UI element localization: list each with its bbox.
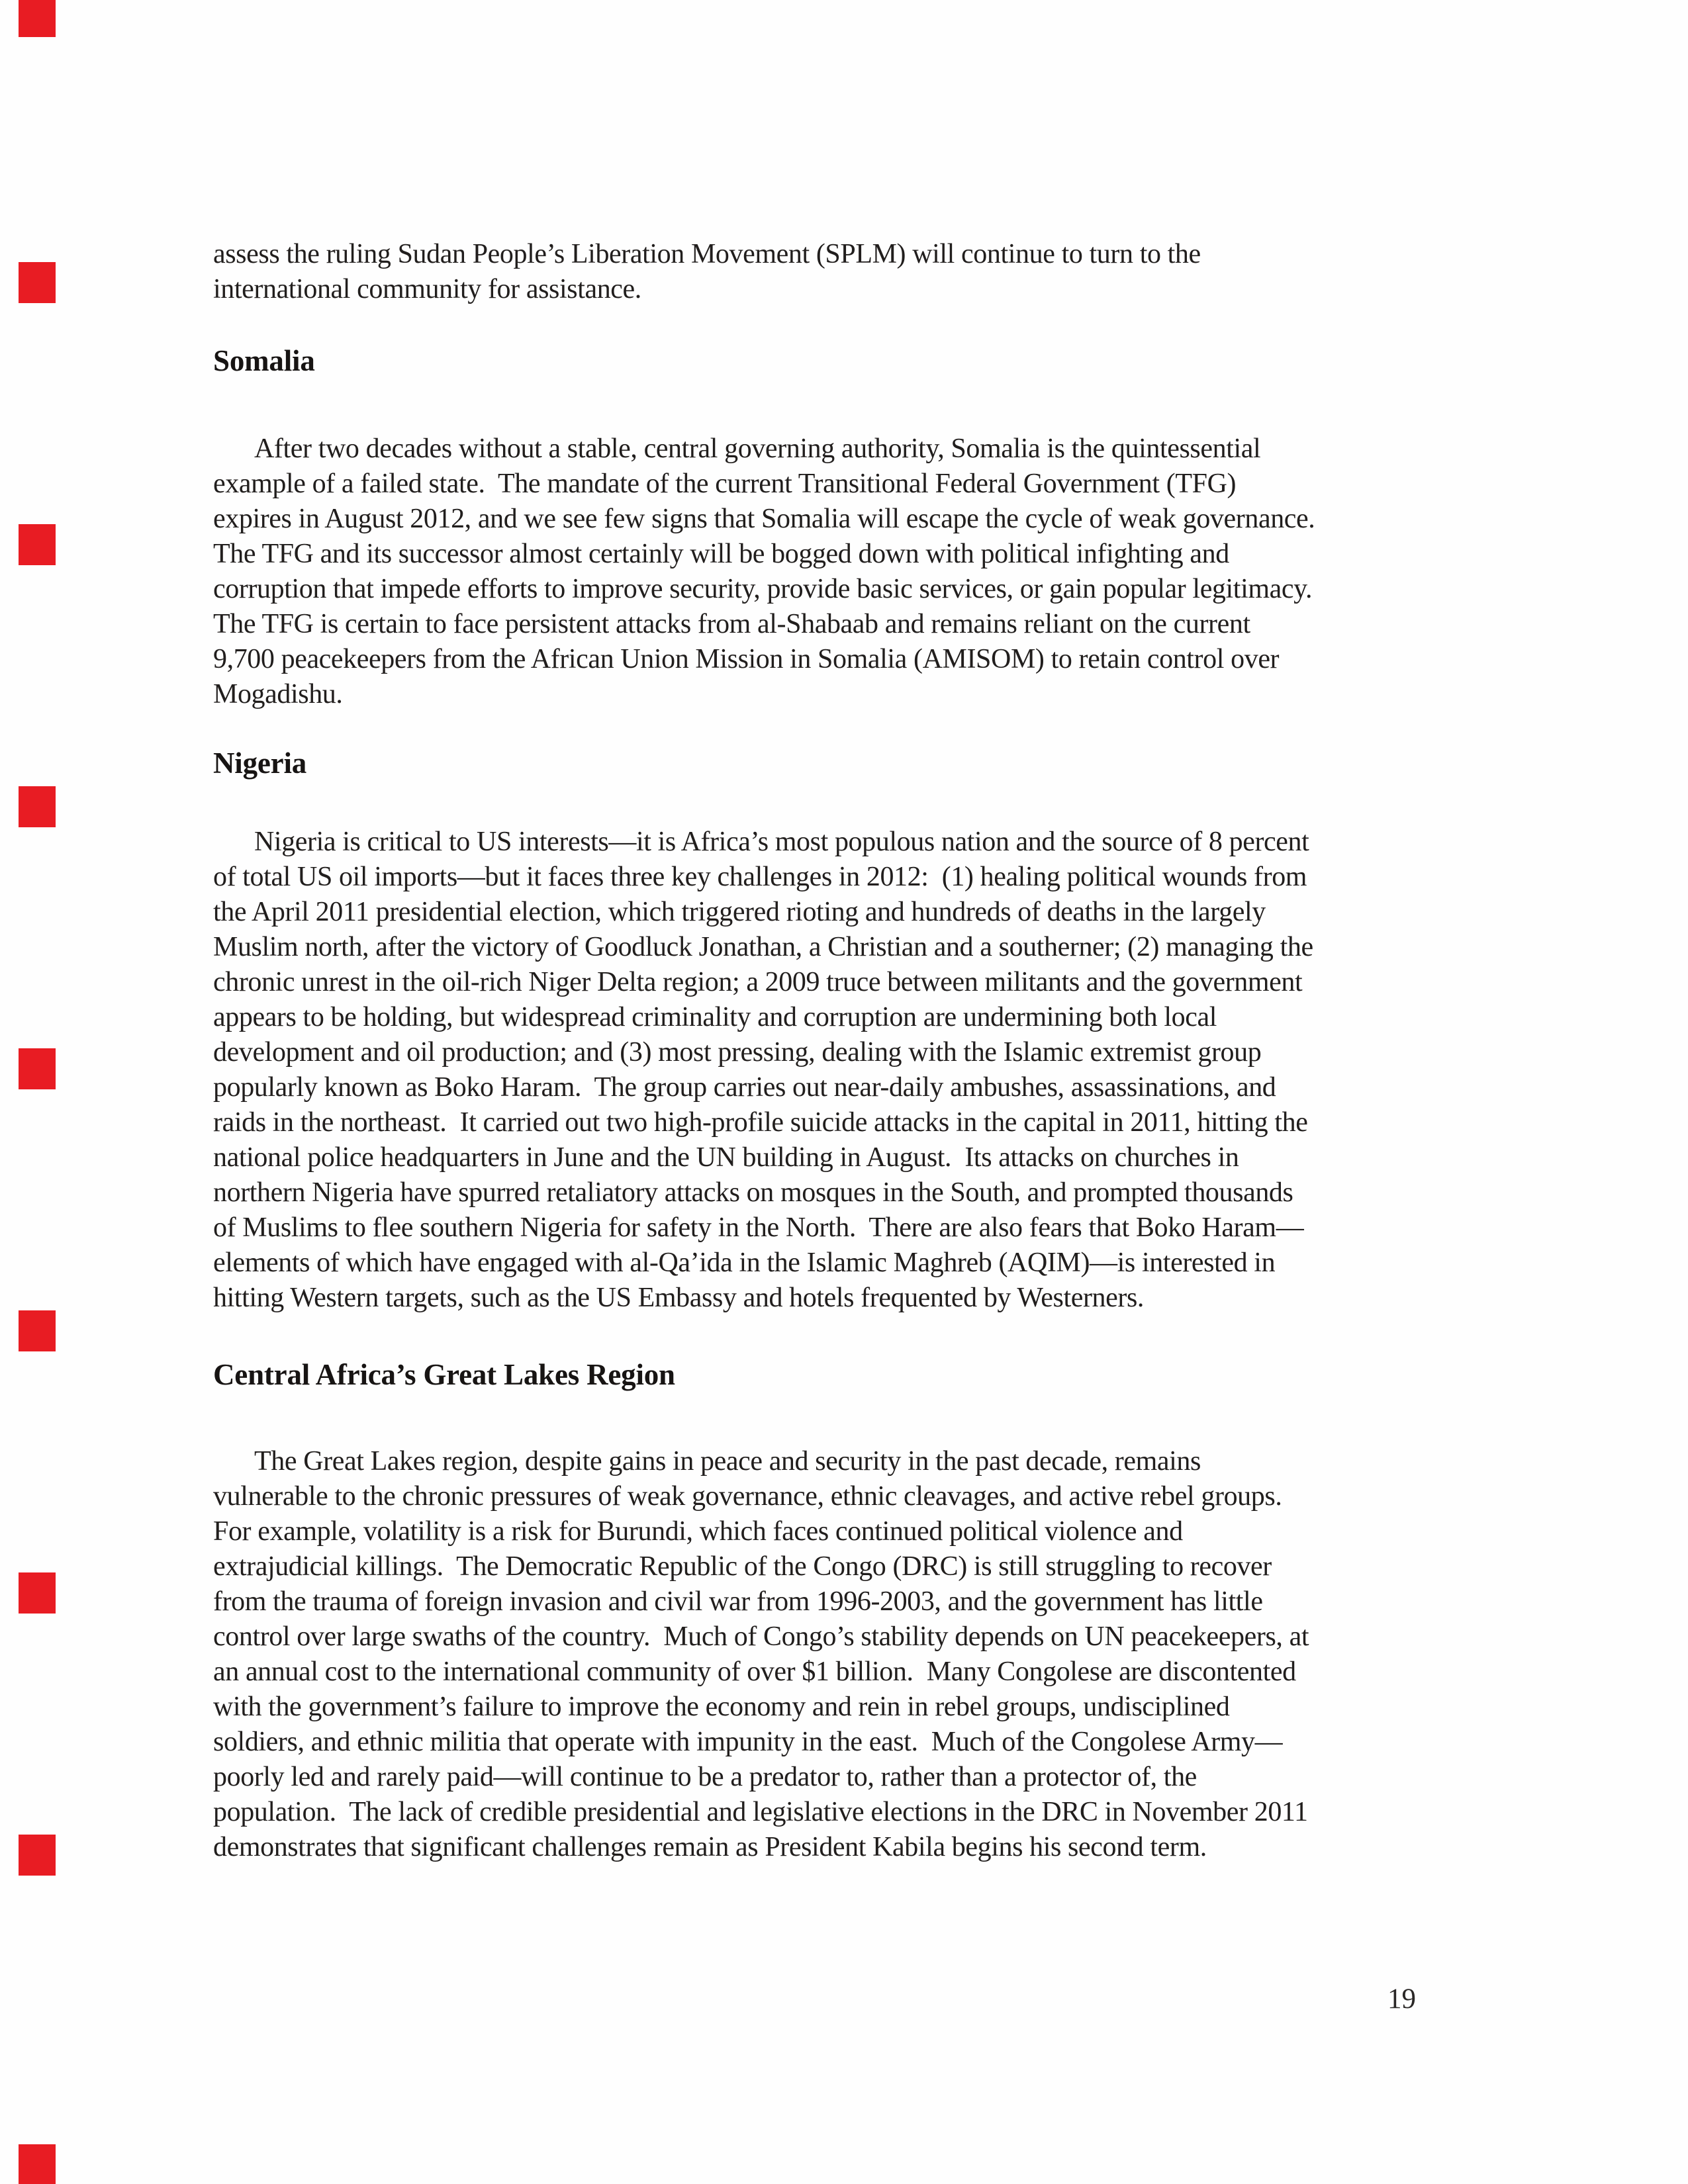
- text-line: control over large swaths of the country. Much of Congo’s stability depends on UN peacekeepers, at: [213, 1621, 1309, 1652]
- text-line: corruption that impede efforts to improve security, provide basic services, or gain popular legitimacy.: [213, 574, 1313, 604]
- text-line: expires in August 2012, and we see few signs that Somalia will escape the cycle of weak governance.: [213, 504, 1315, 534]
- text-line: The Great Lakes region, despite gains in peace and security in the past decade, remains: [254, 1446, 1201, 1477]
- text-line: After two decades without a stable, central governing authority, Somalia is the quintessential: [254, 433, 1261, 464]
- text-line: northern Nigeria have spurred retaliatory attacks on mosques in the South, and prompted thousands: [213, 1177, 1293, 1208]
- text-line: vulnerable to the chronic pressures of weak governance, ethnic cleavages, and active rebel groups.: [213, 1481, 1282, 1512]
- red-edge-mark: [19, 1048, 56, 1089]
- text-line: population. The lack of credible presidential and legislative elections in the DRC in November 2011: [213, 1797, 1308, 1827]
- page-number: 19: [1387, 1983, 1416, 2015]
- text-line: extrajudicial killings. The Democratic Republic of the Congo (DRC) is still struggling to recover: [213, 1551, 1272, 1582]
- text-line: example of a failed state. The mandate of the current Transitional Federal Government (TFG): [213, 469, 1237, 499]
- text-line: demonstrates that significant challenges remain as President Kabila begins his second term.: [213, 1832, 1207, 1862]
- text-line: Mogadishu.: [213, 679, 343, 709]
- red-edge-mark: [19, 2144, 56, 2184]
- text-line: international community for assistance.: [213, 274, 641, 304]
- text-line: poorly led and rarely paid—will continue to be a predator to, rather than a protector of, the: [213, 1762, 1197, 1792]
- heading-great-lakes: Central Africa’s Great Lakes Region: [213, 1358, 675, 1391]
- paragraph-great-lakes: [213, 1444, 1458, 1865]
- paragraph-somalia: [213, 432, 1458, 712]
- text-line: chronic unrest in the oil-rich Niger Delta region; a 2009 truce between militants and the government: [213, 967, 1303, 997]
- red-edge-mark: [19, 1835, 56, 1876]
- text-line: an annual cost to the international community of over $1 billion. Many Congolese are discontented: [213, 1657, 1296, 1687]
- text-line: elements of which have engaged with al-Qa’ida in the Islamic Maghreb (AQIM)—is interested in: [213, 1248, 1276, 1278]
- text-line: of total US oil imports—but it faces three key challenges in 2012: (1) healing political wounds from: [213, 862, 1307, 892]
- text-line: the April 2011 presidential election, which triggered rioting and hundreds of deaths in the largely: [213, 897, 1266, 927]
- text-line: The TFG and its successor almost certainly will be bogged down with political infighting and: [213, 539, 1229, 569]
- text-line: Nigeria is critical to US interests—it is Africa’s most populous nation and the source of 8 percent: [254, 827, 1309, 857]
- text-line: from the trauma of foreign invasion and civil war from 1996-2003, and the government has little: [213, 1586, 1263, 1617]
- text-line: soldiers, and ethnic militia that operate with impunity in the east. Much of the Congolese Army—: [213, 1727, 1283, 1757]
- red-edge-mark: [19, 1310, 56, 1351]
- red-edge-mark: [19, 262, 56, 303]
- text-line: assess the ruling Sudan People’s Liberation Movement (SPLM) will continue to turn to the: [213, 239, 1201, 269]
- text-line: with the government’s failure to improve the economy and rein in rebel groups, undisciplined: [213, 1692, 1230, 1722]
- heading-somalia: Somalia: [213, 344, 315, 377]
- red-edge-mark: [19, 524, 56, 565]
- text-line: national police headquarters in June and the UN building in August. Its attacks on churches in: [213, 1142, 1239, 1173]
- text-line: The TFG is certain to face persistent attacks from al-Shabaab and remains reliant on the current: [213, 609, 1250, 639]
- text-line: development and oil production; and (3) most pressing, dealing with the Islamic extremist group: [213, 1037, 1262, 1068]
- text-line: 9,700 peacekeepers from the African Union Mission in Somalia (AMISOM) to retain control over: [213, 644, 1280, 674]
- red-edge-mark: [19, 786, 56, 827]
- text-line: For example, volatility is a risk for Burundi, which faces continued political violence and: [213, 1516, 1183, 1547]
- heading-nigeria: Nigeria: [213, 747, 307, 780]
- text-line: hitting Western targets, such as the US Embassy and hotels frequented by Westerners.: [213, 1283, 1145, 1313]
- red-edge-mark: [19, 0, 56, 37]
- red-edge-mark: [19, 1572, 56, 1614]
- paragraph-nigeria: [213, 825, 1458, 1316]
- text-line: of Muslims to flee southern Nigeria for safety in the North. There are also fears that Boko Haram—: [213, 1212, 1304, 1243]
- paragraph-sudan-continuation: [213, 237, 1458, 307]
- text-line: popularly known as Boko Haram. The group carries out near-daily ambushes, assassinations, and: [213, 1072, 1276, 1103]
- text-line: Muslim north, after the victory of Goodluck Jonathan, a Christian and a southerner; (2) managing the: [213, 932, 1313, 962]
- text-line: appears to be holding, but widespread criminality and corruption are undermining both local: [213, 1002, 1217, 1032]
- text-line: raids in the northeast. It carried out two high-profile suicide attacks in the capital in 2011, hitting the: [213, 1107, 1308, 1138]
